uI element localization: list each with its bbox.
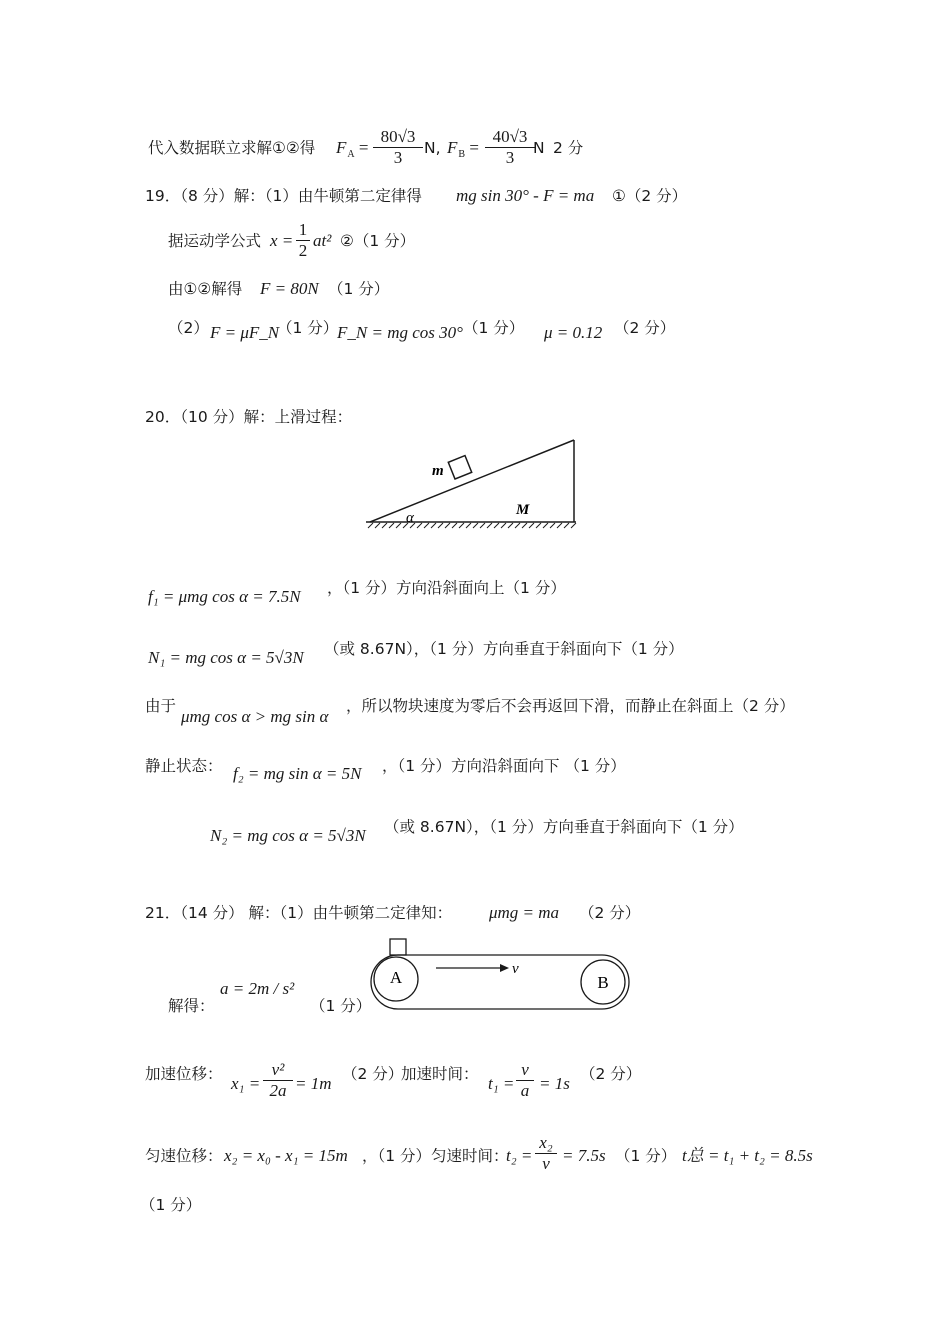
fb-eq: = (469, 138, 479, 157)
q21-eq1: μmg = ma (489, 903, 560, 922)
q21-a-prefix: 解得： (168, 997, 215, 1015)
block-m (448, 456, 471, 479)
l1-score: 2 分 (553, 139, 584, 157)
fb-fraction (485, 127, 535, 168)
velocity-arrow-head (500, 964, 509, 972)
incline-slope (370, 440, 574, 522)
q21-x1-prefix: 加速位移： (145, 1065, 223, 1083)
q19-l4-eq1: F = μF_N (210, 323, 280, 342)
q19-l2-x: x = (270, 231, 294, 250)
q19-l4-s3: （2 分） (614, 319, 676, 337)
q19-eq1-tail: ①（2 分） (612, 187, 688, 205)
q21-t1-num: v (516, 1060, 534, 1081)
q19-l2-num: 1 (296, 220, 310, 241)
q19-l4-prefix: （2） (168, 319, 209, 337)
fb-num: 40√3 (485, 127, 535, 148)
q20-static-prefix: 静止状态： (145, 757, 223, 775)
fb-expression (447, 138, 479, 165)
q19-l2-prefix: 据运动学公式 (168, 232, 262, 250)
q21-t2-score: （1 分） (615, 1147, 677, 1165)
fa-var: F (336, 138, 347, 157)
q20-heading: 20．（10 分）解：上滑过程： (145, 408, 353, 426)
q21-t2-lhs: t₂ = (506, 1146, 533, 1165)
q20-f2-tail: ，（1 分）方向沿斜面向下 （1 分） (382, 757, 626, 775)
q21-x1-score: （2 分） (342, 1065, 404, 1083)
q21-a-tail: （1 分） (310, 997, 372, 1015)
fa-den: 3 (393, 148, 403, 167)
q20-cond-tail: ，所以物块速度为零后不会再返回下滑，而静止在斜面上（2 分） (346, 697, 795, 715)
q21-t2-num: x₂ (535, 1133, 557, 1154)
q20-f2: f₂ = mg sin α = 5N (233, 764, 362, 783)
q21-t2-fraction (535, 1133, 557, 1174)
q20-f1-tail: ，（1 分）方向沿斜面向上（1 分） (327, 579, 566, 597)
q19-l3-eq: F = 80N (260, 279, 319, 298)
q21-t2-den: v (542, 1154, 550, 1173)
q21-total-time: t总 = t₁ + t₂ = 8.5s (682, 1146, 813, 1165)
conveyor-belt-figure (366, 934, 632, 1014)
q21-x1-rhs: = 1m (295, 1074, 332, 1093)
q21-t1-fraction (516, 1060, 534, 1101)
q19-heading: 19．（8 分）解：（1）由牛顿第二定律得 (145, 187, 422, 205)
q21-t1-prefix: 加速时间： (401, 1065, 479, 1083)
velocity-label: v (512, 961, 519, 977)
q19-eq1: mg sin 30° - F = ma (456, 186, 595, 205)
fb-unit: N (533, 139, 545, 157)
q20-n1-tail: （或 8.67N），（1 分）方向垂直于斜面向下（1 分） (324, 640, 684, 658)
l1-prefix: 代入数据联立求解①②得 (148, 139, 316, 157)
q20-n2-tail: （或 8.67N），（1 分）方向垂直于斜面向下（1 分） (384, 818, 744, 836)
q21-t1-score: （2 分） (580, 1065, 642, 1083)
q19-l3-tail: （1 分） (328, 280, 390, 298)
pulley-a-label: A (389, 968, 403, 987)
fb-var: F (447, 138, 458, 157)
fa-unit: N, (424, 139, 441, 157)
q21-t2-rhs: = 7.5s (562, 1146, 606, 1165)
q20-cond-prefix: 由于 (145, 697, 177, 715)
q19-l4-s1: （1 分） (277, 319, 339, 337)
q21-heading: 21．（14 分） 解：（1）由牛顿第二定律知： (145, 904, 453, 922)
q21-x2-prefix: 匀速位移： (145, 1147, 223, 1165)
belt-block (390, 939, 406, 955)
q21-last-score: （1 分） (140, 1196, 202, 1214)
q20-n1: N₁ = mg cos α = 5√3N (148, 648, 304, 667)
q21-a-eq: a = 2m / s² (220, 979, 295, 998)
q19-l2-den: 2 (298, 241, 308, 260)
q19-l2-rest: at² (313, 231, 332, 250)
ground-hatching (368, 523, 576, 528)
q19-l4-eq3: μ = 0.12 (544, 323, 603, 342)
incline-figure (362, 432, 590, 536)
q21-eq1-tail: （2 分） (579, 904, 641, 922)
q21-x1-fraction (263, 1060, 293, 1101)
fa-num: 80√3 (373, 127, 423, 148)
q21-x2-eq: x₂ = x₀ - x₁ = 15m (224, 1146, 348, 1165)
q19-l4-eq2: F_N = mg cos 30° (337, 323, 463, 342)
q20-f1: f₁ = μmg cos α = 7.5N (148, 587, 301, 606)
pulley-b-label: B (597, 973, 609, 992)
q19-l2-tail: ②（1 分） (340, 232, 416, 250)
q20-n2: N₂ = mg cos α = 5√3N (210, 826, 366, 845)
q21-x1-den: 2a (269, 1081, 287, 1100)
fb-den: 3 (505, 148, 515, 167)
wedge-m-label: M (516, 502, 530, 518)
q21-t1-lhs: t₁ = (488, 1074, 515, 1093)
q21-x1-lhs: x₁ = (231, 1074, 261, 1093)
q21-x1-num: v² (263, 1060, 293, 1081)
angle-alpha-label: α (406, 510, 414, 526)
q19-l3-prefix: 由①②解得 (168, 280, 243, 298)
fa-sub: A (347, 149, 355, 160)
q20-cond-eq: μmg cos α > mg sin α (181, 707, 329, 726)
fa-eq: = (358, 138, 369, 157)
fa-fraction (373, 127, 423, 168)
q19-l4-s2: （1 分） (463, 319, 525, 337)
block-m-label: m (432, 463, 444, 479)
q21-t1-rhs: = 1s (539, 1074, 570, 1093)
q21-t1-den: a (520, 1081, 530, 1100)
fa-expression (336, 138, 368, 165)
q19-l2-fraction (296, 220, 310, 261)
q21-x2-tail: ，（1 分）匀速时间： (362, 1147, 509, 1165)
fb-sub: B (458, 149, 466, 160)
